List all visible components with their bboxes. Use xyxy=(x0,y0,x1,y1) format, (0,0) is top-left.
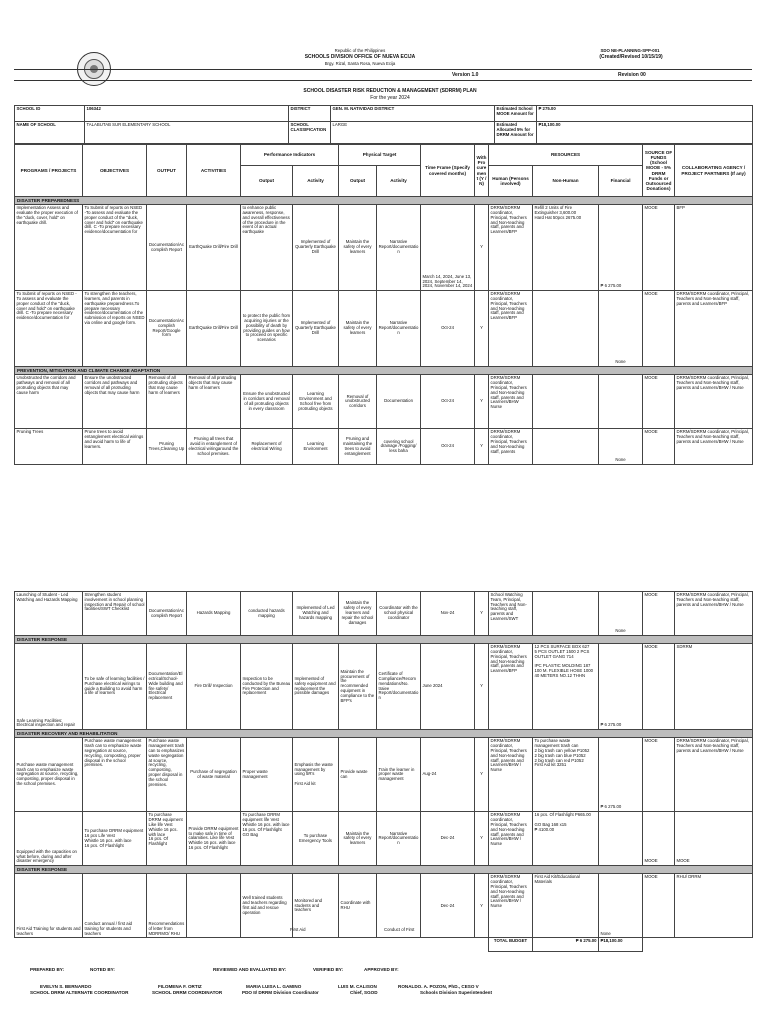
table-row xyxy=(15,375,753,429)
prepared-by-label: PREPARED BY: xyxy=(30,967,65,972)
division-address: Brgy. Rizal, Santa Rosa, Nueva Ecija xyxy=(324,61,396,66)
cell-phys-output: Maintain the safety of every learners and repair the school damages xyxy=(339,592,377,636)
cell-collab: DRRM/SDRRM coordinator, Principal, Teachers and Non-teaching staff, parents and Learners/BHW / Nurse xyxy=(675,592,753,636)
cell-non-human xyxy=(533,592,599,636)
cell-human: DRRM/SDRRM coordinator, Principal, Teachers and Non-teaching staff, parents and Learners/BHW Nurse xyxy=(489,375,533,429)
verified-by-label: VERIFIED BY: xyxy=(313,967,344,972)
version-label: Version 1.0 xyxy=(452,72,479,78)
school-id-value: 106342 xyxy=(85,106,289,122)
cell-non-human xyxy=(533,375,599,429)
cell-program: First Aid Training for students and teachers xyxy=(15,874,83,938)
col-non-human: Non-Human xyxy=(533,166,599,197)
cell-human: DRRM/SDRRM coordinator, Principal, Teachers and Non-teaching staff, parents and Learners/BFP xyxy=(489,205,533,291)
cell-human: DRRM/SDRRM coordinator, Principal, Teachers and Non-teaching staff, parents xyxy=(489,429,533,465)
cell-phys-output: Coordinate with RHU xyxy=(339,874,377,938)
cell-time-frame: Aug-24 xyxy=(421,738,475,812)
table-row xyxy=(15,644,753,730)
drrm-allocation-value: ₱18,100.00 xyxy=(537,122,753,144)
cell-phys-output: Maintain the safety of every learners xyxy=(339,205,377,291)
cell-output: Documentation/Accomplish Report xyxy=(147,592,187,636)
cell-output: Removal of all protruding objects that may cause harm of learners xyxy=(147,375,187,429)
cell-time-frame: Dec-24 xyxy=(421,874,475,938)
col-perf-output: Output xyxy=(241,166,293,197)
cell-phys-output: Maintain the procurement of the recommended equipment in compliance to the BFP's xyxy=(339,644,377,730)
cell-objective: To be safe of learning facilities / Purchase electrical wirings to guide a Building to avoid harm a life of learners xyxy=(83,644,147,730)
cell-perf-activity: Implemented of Quarterly Earthquake Drill xyxy=(293,205,339,291)
created-revised: (Created/Revised 10/15/19) xyxy=(599,54,663,60)
cell-source: MOOE xyxy=(643,874,675,938)
signatory-5-name: RONALDO. A. POZON, PhD., CESO V xyxy=(398,984,479,989)
cell-collab: DRRM/SDRRM coordinator, Principal, Teachers and Non-teaching staff, parents and Learners/BHW / Nurse xyxy=(675,738,753,812)
col-collaborating-agency: COLLABORATING AGENCY / PROJECT PARTNERS (If any) xyxy=(675,145,753,197)
section-disaster-preparedness: DISASTER PREPAREDNESS xyxy=(15,197,753,205)
cell-activity xyxy=(187,874,241,938)
cell-activity: Pruning all trees that avoid in entanglement of electrical wiringaround the school premises. xyxy=(187,429,241,465)
cell-program: Launching of Student - Led Watching and Hazards Mapping xyxy=(15,592,83,636)
cell-program: To Submit of reports on NSED -To assess and evaluate the proper conduct of the "duck, cover and hold" on earthquake drill. C -To prepare necessary evidence/documentation for xyxy=(15,291,83,367)
table-row xyxy=(15,291,753,367)
cell-financial: None xyxy=(599,429,643,465)
col-resources: RESOURCES xyxy=(489,145,643,166)
section-disaster-response: DISASTER RESPONSE xyxy=(15,636,753,644)
cell-perf-activity: Implemented of Led Watching and hazards mapping xyxy=(293,592,339,636)
cell-human: DRRM/SDRRM coordinator, Principal, Teachers and Non-teaching staff, parents and Learners/BHW / Nurse xyxy=(489,812,533,866)
total-budget-amount: ₱ 6 275.00 xyxy=(533,938,599,952)
plan-year: For the year 2024 xyxy=(370,95,410,101)
first-aid-note: First Aid xyxy=(290,927,306,932)
cell-perf-activity: Monitored and students and teachers xyxy=(293,874,339,938)
mooe-value: ₱ 275.00 xyxy=(537,106,753,122)
cell-objective: Strengthen student involvement in school planning inspection and Repair of school facilities/SWT Checklist xyxy=(83,592,147,636)
cell-perf-activity: Learning Environment and School free from protruding objects xyxy=(293,375,339,429)
table-row xyxy=(15,205,753,291)
col-perf-activity: Activity xyxy=(293,166,339,197)
cell-procurement: Y xyxy=(475,429,489,465)
cell-phys-activity: Narrative Report/documentation xyxy=(377,291,421,367)
cell-objective: Ensure the unobstructed corridors and pathways and removal of all protruding objects that may cause harm xyxy=(83,375,147,429)
cell-program: Purchase waste management trash can to emphasize waste segregation at source, recycling, composting, proper disposal in the school premises. xyxy=(15,738,83,812)
cell-non-human: First Aid Kit/Educational Materials xyxy=(533,874,599,938)
republic-line: Republic of the Philippines xyxy=(334,48,386,53)
header-rule-2 xyxy=(14,80,752,81)
reviewed-by-label: REVIEWED AND EVALUATED BY: xyxy=(213,967,287,972)
cell-time-frame: Oct-24 xyxy=(421,429,475,465)
cell-output: Pruning Trees,Cleaning Up xyxy=(147,429,187,465)
section-recovery-rehabilitation: DISASTER RECOVERY AND REHABILITATION xyxy=(15,730,753,738)
cell-collab: DRRM/SDRRM coordinator, Principal, Teachers and Non-teaching staff, parents and Learners/BHW / Nurse xyxy=(675,429,753,465)
cell-phys-activity: Train the learner in proper waste management xyxy=(377,738,421,812)
cell-phys-output: Removal of unobstructed corridors xyxy=(339,375,377,429)
cell-output: Documentation/Accomplish Report/Google form xyxy=(147,291,187,367)
document-code: SDO NE-PLANNING-SPP-001 xyxy=(600,48,660,53)
cell-procurement: Y xyxy=(475,874,489,938)
cell-non-human: Refill 2 Units of Fire Extinguisher 3,600.00 Hard Hat 50pcs 2675.00 xyxy=(533,205,599,291)
signatory-4-role: Chief, SGOD xyxy=(350,990,378,995)
cell-perf-output: To purchase DRRM equipment life Vest Whistle 16 pcs. with lace 16 pcs. Of Flashlight GO Bag xyxy=(241,812,293,866)
total-row xyxy=(15,938,753,952)
cell-perf-output: Proper waste management xyxy=(241,738,293,812)
cell-objective: Purchase waste management trash can to emphasize waste segregation at source, recycling, composting, proper disposal in the school premises. xyxy=(83,738,147,812)
cell-output: Documentation/Electrical/School-Wide building and fire safety/ Electrical replacement xyxy=(147,644,187,730)
col-financial: Financial xyxy=(599,166,643,197)
table-row xyxy=(15,812,753,866)
cell-activity: Fire Drill/ Inspection xyxy=(187,644,241,730)
cell-perf-activity: To purchase Emergency Tools xyxy=(293,812,339,866)
revision-label: Revision 00 xyxy=(618,72,646,78)
cell-source: MOOE xyxy=(643,644,675,730)
cell-procurement: Y xyxy=(475,205,489,291)
cell-source: MOOE xyxy=(643,291,675,367)
cell-activity: Removal of all protruding objects that may cause harm of learners xyxy=(187,375,241,429)
col-source-of-funds: SOURCE OF FUNDS (School MOOE - 5% DRRM Funds or Outsourced Donations) xyxy=(643,145,675,197)
cell-collab: DRRM/SDRRM coordinator, Principal, Teachers and Non-teaching staff, parents and Learners/BFP xyxy=(675,291,753,367)
col-time-frame: Time Frame (Specify covered months) xyxy=(421,145,475,197)
cell-perf-activity: Implemented of safety equipment and replacement the possible damages xyxy=(293,644,339,730)
cell-procurement: Y xyxy=(475,375,489,429)
cell-objective: To strengthen the teachers, learners, and parents in earthquake preparedness.To prepare necessary evidence/documentation of the submission of reports on NSED via online and google form. xyxy=(83,291,147,367)
cell-financial: ₱ 6 275.00 xyxy=(599,738,643,812)
cell-perf-output: to protect the public from acquiring injuries or the possibility of death by providing guides on how to proceed on specific scenarios xyxy=(241,291,293,367)
cell-program: Pruning Trees xyxy=(15,429,83,465)
cell-output: Documentation/Accomplish Report xyxy=(147,205,187,291)
approved-by-label: APPROVED BY: xyxy=(364,967,399,972)
cell-time-frame: Dec-24 xyxy=(421,812,475,866)
cell-objective: To Submit of reports on NSED -To assess and evaluate the proper conduct of the "duck, cover and hold" on earthquake drill. C -To prepare necessary evidence/documentation for xyxy=(83,205,147,291)
school-name-value: TALABUTAB SUR ELEMENTARY SCHOOL xyxy=(85,122,289,144)
cell-source: MOOE xyxy=(643,592,675,636)
district-value: GEN. M. NATIVIDAD DISTRICT xyxy=(331,106,495,122)
cell-objective: Conduct annual / first aid training for students and teachers xyxy=(83,874,147,938)
cell-phys-activity: Documentation xyxy=(377,375,421,429)
school-name-label: NAME OF SCHOOL xyxy=(15,122,85,144)
division-name: SCHOOLS DIVISION OFFICE OF NUEVA ECIJA xyxy=(304,54,416,60)
cell-phys-output: Provide waste can xyxy=(339,738,377,812)
cell-objective: Prune trees to avoid entanglement electrical wirings and avoid harm to life of learners. xyxy=(83,429,147,465)
signatory-4-name: LUIS M. CALISON xyxy=(338,984,377,989)
signatory-5-role: Schools Division Superintendent xyxy=(420,990,492,995)
cell-financial: None xyxy=(599,874,643,938)
cell-human: DRRM/SDRRM coordinator, Principal, Teachers and Non-teaching staff, parents and Learners/BFP xyxy=(489,291,533,367)
cell-program: Safe Learning Facilities: Electrical inspection and repair xyxy=(15,644,83,730)
cell-phys-output: Maintain the safety of every learners xyxy=(339,812,377,866)
col-human: Human (Persons involved) xyxy=(489,166,533,197)
table-row xyxy=(15,738,753,812)
cell-phys-activity: Coordinator with the school physical coordinator xyxy=(377,592,421,636)
cell-time-frame: June 2024 xyxy=(421,644,475,730)
cell-human: DRRM/SDRRM coordinator, Principal, Teachers and Non-teaching staff, parents and Learners/BHW / Nurse xyxy=(489,874,533,938)
cell-financial xyxy=(599,812,643,866)
cell-activity: Provide DRRM equipment to make safe in time of calamities. Like life Vest Whistle 16 pcs. with lace 16 pcs. Of Flashlight xyxy=(187,812,241,866)
cell-output: Recommendations of letter from MDRRMO/ RHU xyxy=(147,874,187,938)
cell-financial: ₱ 6 275.00 xyxy=(599,205,643,291)
cell-phys-activity: Certificate of Compliance/Recommendations/No. traiee Report/documentation xyxy=(377,644,421,730)
classification-value: LARGE xyxy=(331,122,495,144)
cell-procurement: Y xyxy=(475,291,489,367)
district-label: DISTRICT xyxy=(289,106,331,122)
cell-procurement: Y xyxy=(475,592,489,636)
cell-phys-activity: Narrative Report/documentation xyxy=(377,812,421,866)
cell-collab: RHU/ DRRM xyxy=(675,874,753,938)
cell-non-human xyxy=(533,291,599,367)
cell-source: MOOE xyxy=(643,429,675,465)
cell-program: Implementation Assess and evaluate the proper execution of the "duck, cover, hold" on earthquake drill. xyxy=(15,205,83,291)
cell-program: Equipped with the capacities on what before, during and after disaster emergency xyxy=(15,812,83,866)
col-output: OUTPUT xyxy=(147,145,187,197)
col-with-procurement: With Procurement (Y / N) xyxy=(475,145,489,197)
cell-time-frame: Oct-24 xyxy=(421,375,475,429)
cell-collab: BFP xyxy=(675,205,753,291)
cell-activity: Purchase of segregation of waste material xyxy=(187,738,241,812)
school-id-label: SCHOOL ID xyxy=(15,106,85,122)
col-programs: PROGRAMS / PROJECTS xyxy=(15,145,83,197)
col-phys-output: Output xyxy=(339,166,377,197)
cell-financial xyxy=(599,375,643,429)
conduct-note: Conduct of First xyxy=(384,927,415,932)
cell-perf-activity: Learning Environment xyxy=(293,429,339,465)
cell-non-human: To purchase waste management trash can 2 big trash can yellow P1052 2 big trash can blue P1052 2 big trash can red P1052 First Aid kit 3251 xyxy=(533,738,599,812)
total-budget-label: TOTAL BUDGET xyxy=(489,938,533,952)
cell-financial: None xyxy=(599,291,643,367)
cell-perf-output: Ensure the unobstructed in corridors and removal of all protruding objects in every classroom xyxy=(241,375,293,429)
signatory-2-role: SCHOOL DRRM COORDINATOR xyxy=(152,990,223,995)
cell-perf-output: conducted hazards mapping xyxy=(241,592,293,636)
col-phys-activity: Activity xyxy=(377,166,421,197)
cell-perf-activity: Emphasis the waste management by using 5R's First Aid kit xyxy=(293,738,339,812)
header-rule xyxy=(14,69,752,70)
signatory-3-name: MARIA LUISA L. GAMINO xyxy=(246,984,302,989)
cell-phys-activity: Narrative Report/documentation xyxy=(377,205,421,291)
signatory-2-name: FILOMENA F. ORTIZ xyxy=(158,984,202,989)
cell-human: School Watching Team, Principal, Teachers and Non-teaching staff, parents and Learners/SWT xyxy=(489,592,533,636)
mooe-label: Estimated School MOOE Amount for xyxy=(495,106,537,122)
col-activities: ACTIVITIES xyxy=(187,145,241,197)
cell-output: Purchase waste management trash can to emphasizes waste segregation at source, recycling, composting, proper disposal in the school premises. xyxy=(147,738,187,812)
plan-title: SCHOOL DISASTER RISK REDUCTION & MANAGEMENT (SDRRM) PLAN xyxy=(303,88,477,94)
cell-activity: Hazards Mapping xyxy=(187,592,241,636)
cell-human: DRRM/SDRRM coordinator, Principal, Teachers and Non-teaching staff, parents and Learners/BHW / Nurse xyxy=(489,738,533,812)
cell-time-frame: Nov-24 xyxy=(421,592,475,636)
section-prevention-mitigation: PREVENTION, MITIGATION AND CLIMATE CHANGE ADAPTATION xyxy=(15,367,753,375)
cell-collab: SDRRM xyxy=(675,644,753,730)
cell-phys-output: Maintain the safety of every learners xyxy=(339,291,377,367)
cell-phys-activity: covering school drainage /Fogging/ less baha xyxy=(377,429,421,465)
col-performance-indicators: Performance Indicators xyxy=(241,145,339,166)
sdrrm-plan-table-page-2 xyxy=(14,591,753,952)
cell-perf-output: Inspection to be conducted by the Bureau Fire Protection and replacement xyxy=(241,644,293,730)
signatory-1-role: SCHOOL DRRM ALTERNATE COORDINATOR xyxy=(30,990,129,995)
cell-financial: ₱ 6 275.00 xyxy=(599,644,643,730)
table-row xyxy=(15,592,753,636)
school-info-table xyxy=(14,105,753,144)
cell-non-human xyxy=(533,429,599,465)
table-row xyxy=(15,429,753,465)
cell-perf-output: Replacement of electrical Wiring xyxy=(241,429,293,465)
cell-non-human: 16 pcs. Of Flashlight P665.00 GO Bag 168 x15 ₱ 4100.00 xyxy=(533,812,599,866)
cell-objective: To purchase DRRM equipment 16 pcs Life Vest Whistle 16 pcs. with lace 16 pcs. Of Flashlight xyxy=(83,812,147,866)
cell-procurement: Y xyxy=(475,644,489,730)
cell-source: MOOE xyxy=(643,205,675,291)
cell-program: Unobstructed the corridors and pathways and removal of all protruding objects that may cause harm xyxy=(15,375,83,429)
cell-perf-output: to enhance public awareness, response, and overall effectiveness of the procedure in the event of an actual earthquake xyxy=(241,205,293,291)
cell-time-frame: Oct-24 xyxy=(421,291,475,367)
cell-phys-output: Pruning and maintaining the trees to avoid entanglement xyxy=(339,429,377,465)
noted-by-label: NOTED BY: xyxy=(90,967,115,972)
cell-activity: EarthQuake Drill/Fire Drill xyxy=(187,205,241,291)
col-physical-target: Physical Target xyxy=(339,145,421,166)
cell-collab: DRRM/SDRRM coordinator, Principal, Teachers and Non-teaching staff, parents and Learners/BHW / Nurse xyxy=(675,375,753,429)
cell-financial: None xyxy=(599,592,643,636)
signatory-1-name: EVELYN S. BERNARDO xyxy=(40,984,92,989)
sdrrm-plan-table-page-1 xyxy=(14,144,753,465)
signatory-3-role: PDO II/ DRRM Division Coordinator xyxy=(242,990,319,995)
classification-label: SCHOOL CLASSIFICATION xyxy=(289,122,331,144)
cell-perf-output: Well trained students and teachers regarding first aid and rescue operation xyxy=(241,874,293,938)
drrm-allocation-label: Estimated Allocated 5% for DRRM Amount for xyxy=(495,122,537,144)
cell-procurement: Y xyxy=(475,812,489,866)
cell-source: MOOE xyxy=(643,738,675,812)
cell-perf-activity: Implemented of Quarterly Earthquake Drill xyxy=(293,291,339,367)
col-objectives: OBJECTIVES xyxy=(83,145,147,197)
cell-source: MOOE xyxy=(643,812,675,866)
cell-non-human: 12 PCS SURFACE BOX 627 5 PCS OUTLET 1500 2 PCS OUTLET GANG 714 IPC PLASTIC MOLDING 187 100 M. FLEXIBLE HOSE 1000 40 METERS NO.12 THHN xyxy=(533,644,599,730)
section-disaster-response-2: DISASTER RESPONSE xyxy=(15,866,753,874)
cell-activity: EarthQuake Drill/Fire Drill xyxy=(187,291,241,367)
cell-collab: MOOE xyxy=(675,812,753,866)
cell-human: DRRM/SDRRM coordinator, Principal, Teachers and Non-teaching staff, parents and Learners/BFP xyxy=(489,644,533,730)
cell-source: MOOE xyxy=(643,375,675,429)
cell-time-frame: March 14, 2024, June 13, 2024, September 14, 2024, November 14, 2024 xyxy=(421,205,475,291)
total-drrm-amount: ₱18,100.00 xyxy=(599,938,643,952)
cell-output: To purchase DRRM equipment Like life Vest Whistle 16 pcs. with lace 16 pcs. Of Flashlight xyxy=(147,812,187,866)
cell-procurement: Y xyxy=(475,738,489,812)
